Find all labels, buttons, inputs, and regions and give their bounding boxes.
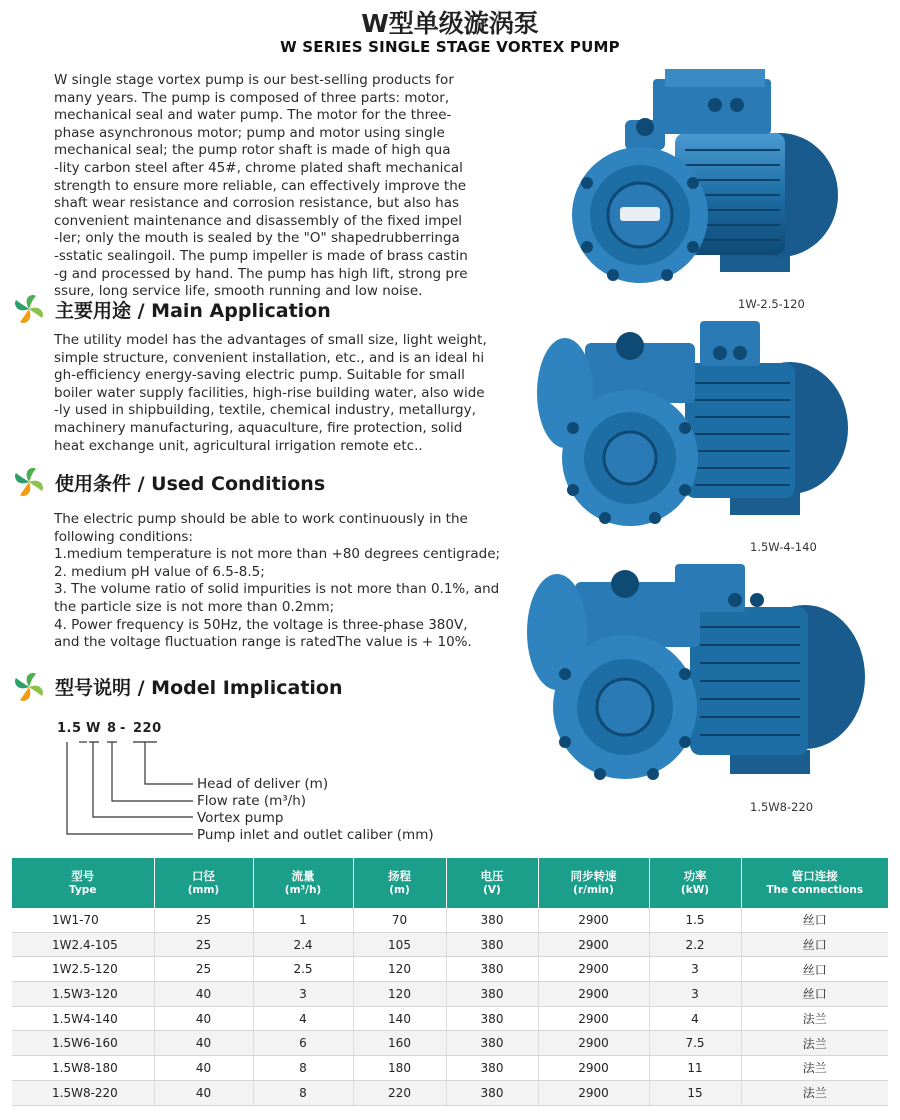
leaf-logo-icon (12, 465, 46, 499)
table-cell: 11 (649, 1056, 741, 1081)
table-cell: 25 (154, 957, 253, 982)
table-cell: 1W2.5-120 (12, 957, 154, 982)
table-cell: 2900 (538, 982, 649, 1007)
table-row (12, 1056, 888, 1081)
table-cell: 140 (353, 1006, 446, 1031)
table-cell: 2900 (538, 1080, 649, 1105)
leader-line-type (89, 742, 193, 817)
pump-image (525, 562, 870, 790)
table-cell: 40 (154, 1080, 253, 1105)
table-cell: 380 (446, 982, 538, 1007)
model-leader-lines (55, 738, 205, 840)
table-cell: 2900 (538, 908, 649, 932)
pump-image (565, 65, 845, 290)
table-cell: 2.5 (253, 957, 353, 982)
table-cell: 2900 (538, 1006, 649, 1031)
table-row (12, 982, 888, 1007)
table-cell: 380 (446, 932, 538, 957)
model-code-caliber: 1.5 (57, 721, 82, 736)
table-row (12, 1006, 888, 1031)
table-cell: 2900 (538, 932, 649, 957)
table-cell: 120 (353, 957, 446, 982)
legend-head: Head of deliver (m) (197, 776, 329, 792)
leader-line-head (133, 742, 193, 784)
table-cell: 2.2 (649, 932, 741, 957)
model-code-dash: - (120, 721, 126, 736)
table-cell: 380 (446, 957, 538, 982)
table-cell: 15 (649, 1080, 741, 1105)
table-cell: 380 (446, 1056, 538, 1081)
legend-caliber: Pump inlet and outlet caliber (mm) (197, 827, 434, 843)
table-row (12, 932, 888, 957)
table-cell: 3 (649, 957, 741, 982)
table-cell: 2.4 (253, 932, 353, 957)
column-header-caliber: 口径 (mm) (154, 858, 253, 908)
column-header-voltage: 电压 (V) (446, 858, 538, 908)
table-cell: 160 (353, 1031, 446, 1056)
leaf-logo-icon (12, 292, 46, 326)
table-cell: 40 (154, 982, 253, 1007)
table-cell: 法兰 (741, 1056, 888, 1081)
table-cell: 380 (446, 908, 538, 932)
leader-line-flow (107, 742, 193, 801)
table-cell: 3 (649, 982, 741, 1007)
column-header-head: 扬程 (m) (353, 858, 446, 908)
section-heading-conditions: 使用条件 / Used Conditions (55, 473, 326, 495)
table-row (12, 957, 888, 982)
application-paragraph: The utility model has the advantages of small size, light weight, simple structure, convenient installation, etc., and is an ideal hi gh-efficiency energy-saving electric pump. Suitable for small boiler water supply facilities, high-rise building water, also wide -ly used in shipbuilding, textile, chemical industry, metallurgy, machinery manufacturing, aquaculture, fire protection, solid heat exchange unit, agricultural irrigation remote etc.. (54, 332, 487, 454)
model-code-flow: 8 (107, 721, 117, 736)
table-cell: 4 (253, 1006, 353, 1031)
table-cell: 4 (649, 1006, 741, 1031)
table-cell: 1W1-70 (12, 908, 154, 932)
table-cell: 丝口 (741, 932, 888, 957)
table-cell: 40 (154, 1006, 253, 1031)
page-title-en: W SERIES SINGLE STAGE VORTEX PUMP (280, 38, 620, 56)
column-header-speed: 同步转速 (r/min) (538, 858, 649, 908)
table-cell: 40 (154, 1031, 253, 1056)
intro-paragraph: W single stage vortex pump is our best-selling products for many years. The pump is composed of three parts: motor, mechanical seal and water pump. The motor for the three- phase asynchronous motor; pump and motor using single mechanical seal; the pump rotor shaft is made of high qua -lity carbon steel after 45#, chrome plated shaft mechanical strength to ensure more reliable, can effectively improve the shaft wear resistance and corrosion resistance, but also has convenient maintenance and disassembly of the fixed impel -ler; only the mouth is sealed by the "O" shapedrubberringa -sstatic sealingoil. The pump impeller is made of brass castin -g and processed by hand. The pump has high lift, strong pre ssure, long service life, smooth running and low noise. (54, 72, 468, 300)
table-cell: 40 (154, 1056, 253, 1081)
table-cell: 380 (446, 1031, 538, 1056)
table-cell: 法兰 (741, 1031, 888, 1056)
table-cell: 2900 (538, 1031, 649, 1056)
page-title-cn: W型单级漩涡泵 (361, 9, 539, 38)
column-header-type: 型号 Type (12, 858, 154, 908)
table-cell: 1.5W8-180 (12, 1056, 154, 1081)
table-cell: 丝口 (741, 908, 888, 932)
table-row (12, 1031, 888, 1056)
table-cell: 180 (353, 1056, 446, 1081)
column-header-flow: 流量 (m³/h) (253, 858, 353, 908)
pump-image (535, 318, 855, 533)
column-header-power: 功率 (kW) (649, 858, 741, 908)
table-cell: 1W2.4-105 (12, 932, 154, 957)
table-cell: 6 (253, 1031, 353, 1056)
table-cell: 丝口 (741, 982, 888, 1007)
table-cell: 1.5W3-120 (12, 982, 154, 1007)
product-caption: 1W-2.5-120 (738, 297, 805, 311)
column-header-connections: 管口连接 The connections (741, 858, 888, 908)
table-cell: 220 (353, 1080, 446, 1105)
table-header-row (12, 858, 888, 908)
table-cell: 380 (446, 1080, 538, 1105)
product-caption: 1.5W-4-140 (750, 540, 817, 554)
spec-table (12, 858, 888, 1106)
section-heading-application: 主要用途 / Main Application (55, 300, 331, 322)
conditions-paragraph: The electric pump should be able to work continuously in the following conditions: 1.medium temperature is not more than +80 degrees centigrade; 2. medium pH value of 6.5-8.5; 3. The volume ratio of solid impurities is not more than 0.1%, and the particle size is not more than 0.2mm; 4. Power frequency is 50Hz, the voltage is three-phase 380V, and the voltage fluctuation range is ratedThe value is + 10%. (54, 511, 501, 651)
table-cell: 1.5W8-220 (12, 1080, 154, 1105)
table-cell: 法兰 (741, 1080, 888, 1105)
table-cell: 丝口 (741, 957, 888, 982)
table-cell: 25 (154, 908, 253, 932)
table-cell: 105 (353, 932, 446, 957)
table-cell: 70 (353, 908, 446, 932)
table-cell: 8 (253, 1056, 353, 1081)
section-heading-model: 型号说明 / Model Implication (55, 677, 343, 699)
table-row (12, 908, 888, 932)
table-cell: 7.5 (649, 1031, 741, 1056)
model-code-type: W (86, 721, 101, 736)
table-cell: 1.5 (649, 908, 741, 932)
table-cell: 2900 (538, 1056, 649, 1081)
table-cell: 1 (253, 908, 353, 932)
table-cell: 2900 (538, 957, 649, 982)
model-code-head: 220 (133, 721, 162, 736)
leader-line-caliber (67, 742, 193, 834)
table-cell: 25 (154, 932, 253, 957)
table-cell: 法兰 (741, 1006, 888, 1031)
table-cell: 380 (446, 1006, 538, 1031)
table-cell: 3 (253, 982, 353, 1007)
product-caption: 1.5W8-220 (750, 800, 814, 814)
leaf-logo-icon (12, 670, 46, 704)
legend-flow: Flow rate (m³/h) (197, 793, 307, 809)
table-cell: 1.5W4-140 (12, 1006, 154, 1031)
table-cell: 8 (253, 1080, 353, 1105)
table-cell: 1.5W6-160 (12, 1031, 154, 1056)
table-cell: 120 (353, 982, 446, 1007)
table-row (12, 1080, 888, 1105)
legend-vortex: Vortex pump (197, 810, 284, 826)
